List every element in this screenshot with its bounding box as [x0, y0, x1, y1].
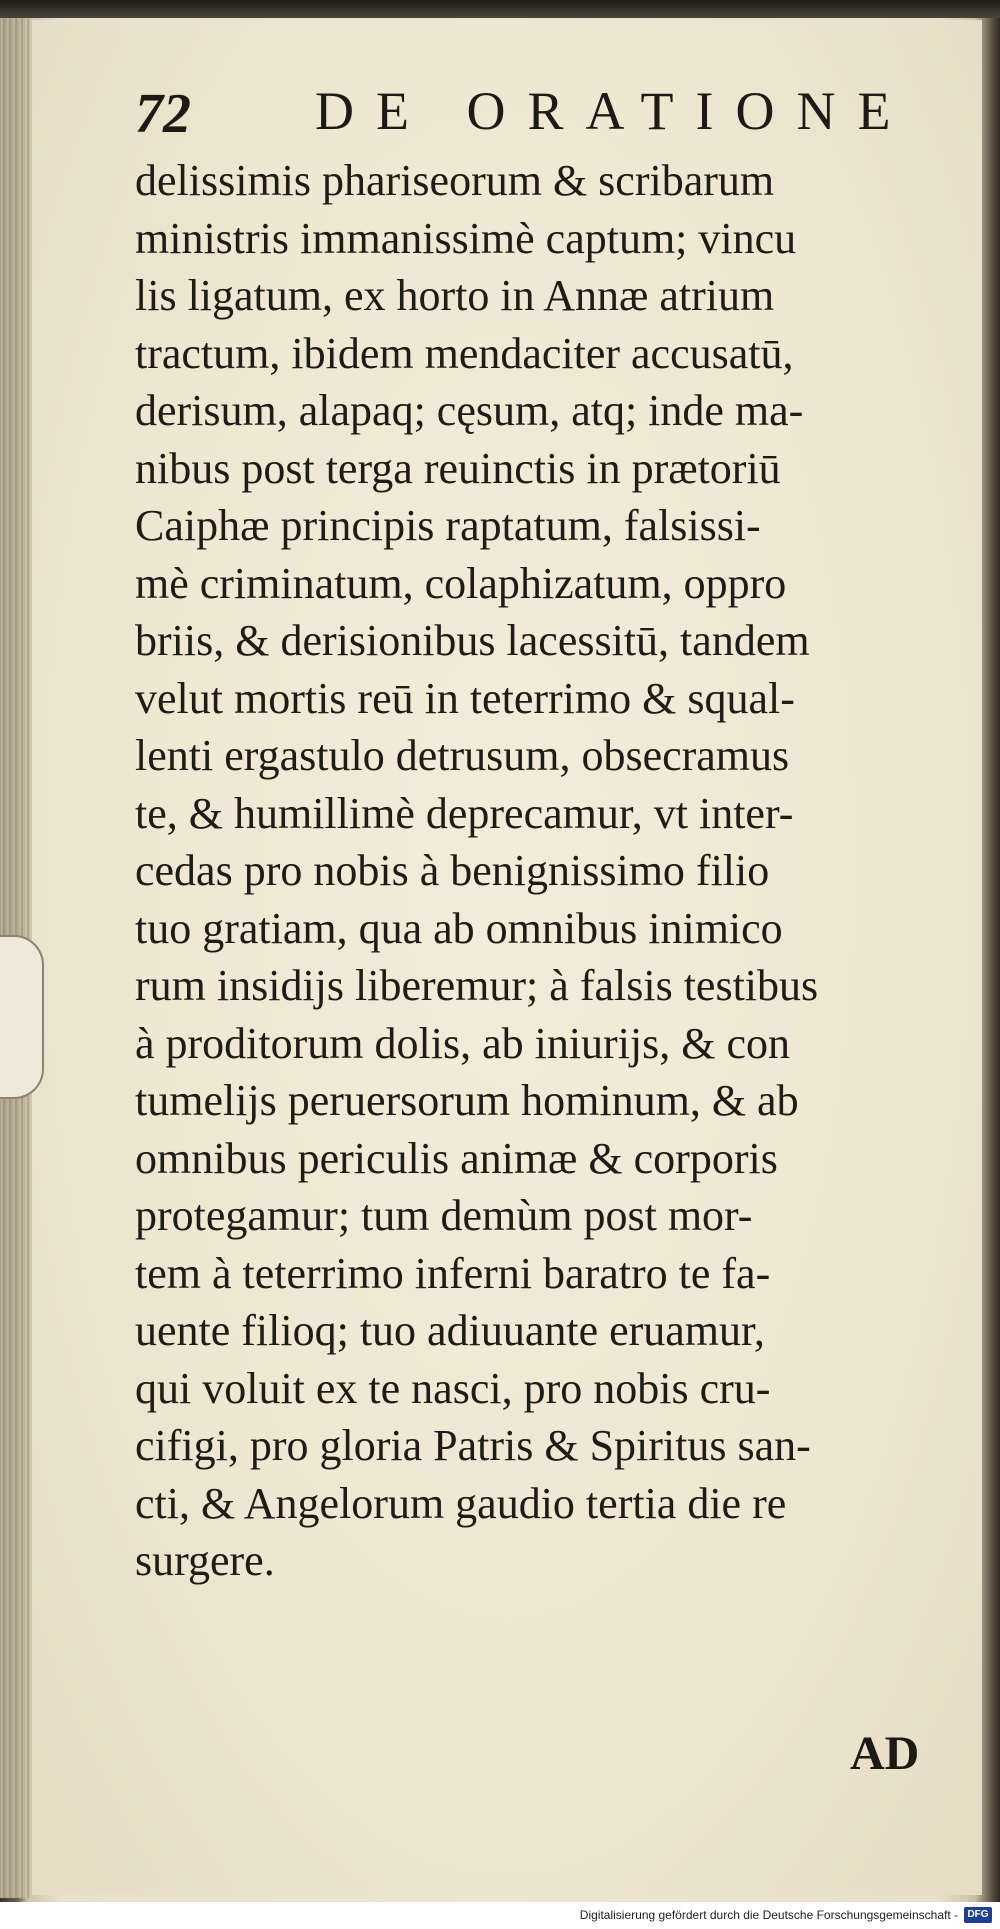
text-line: lenti ergastulo detrusum, obsecramus [135, 731, 790, 780]
text-line: lis ligatum, ex horto in Annæ atrium [135, 271, 775, 320]
text-line: te, & humillimè deprecamur, vt inter- [135, 788, 794, 838]
scan-top-edge [0, 0, 1000, 18]
text-line: delissimis phariseorum & scribarum [135, 156, 775, 205]
text-line: qui voluit ex te nasci, pro nobis cru- [135, 1363, 771, 1413]
running-head: DE ORATIONE [315, 81, 913, 141]
text-line: mè criminatum, colaphizatum, oppro [135, 558, 787, 608]
text-line: rum insidijs liberemur; à falsis testibus [135, 961, 819, 1010]
page-header [135, 81, 955, 145]
dfg-logo-icon: DFG [964, 1907, 992, 1923]
text-line: briis, & derisionibus lacessitū, tandem [135, 616, 810, 665]
text-line: protegamur; tum demùm post mor- [135, 1191, 753, 1240]
page-number: 72 [135, 83, 191, 145]
footer-credit: Digitalisierung gefördert durch die Deutsche Forschungsgemeinschaft - [579, 1908, 958, 1922]
text-line: tem à teterrimo inferni baratro te fa- [135, 1248, 771, 1298]
text-line: uente filioq; tuo adiuuante eruamur, [135, 1306, 765, 1355]
text-line: derisum, alapaq; cęsum, atq; inde ma- [135, 386, 804, 435]
digitization-footer [0, 1902, 1000, 1929]
text-line: cifigi, pro gloria Patris & Spiritus san- [135, 1421, 811, 1470]
book-clasp-tab [0, 935, 44, 1099]
text-line: à proditorum dolis, ab iniurijs, & con [135, 1018, 791, 1068]
body-text [135, 152, 965, 1590]
text-line: cti, & Angelorum gaudio tertia die re [135, 1478, 787, 1528]
text-line: cedas pro nobis à benignissimo filio [135, 846, 770, 895]
text-line: omnibus periculis animæ & corporis [135, 1133, 778, 1183]
text-line: ministris immanissimè captum; vincu [135, 213, 797, 263]
text-line: nibus post terga reuinctis in prætoriū [135, 443, 781, 493]
text-line: tractum, ibidem mendaciter accusatū, [135, 328, 794, 378]
catchword: AD [850, 1727, 920, 1780]
text-line: velut mortis reū in teterrimo & squal- [135, 673, 795, 723]
text-line: Caiphæ principis raptatum, falsissi- [135, 501, 761, 550]
text-line: surgere. [135, 1536, 275, 1585]
text-line: tumelijs peruersorum hominum, & ab [135, 1076, 799, 1125]
text-line: tuo gratiam, qua ab omnibus inimico [135, 903, 783, 953]
